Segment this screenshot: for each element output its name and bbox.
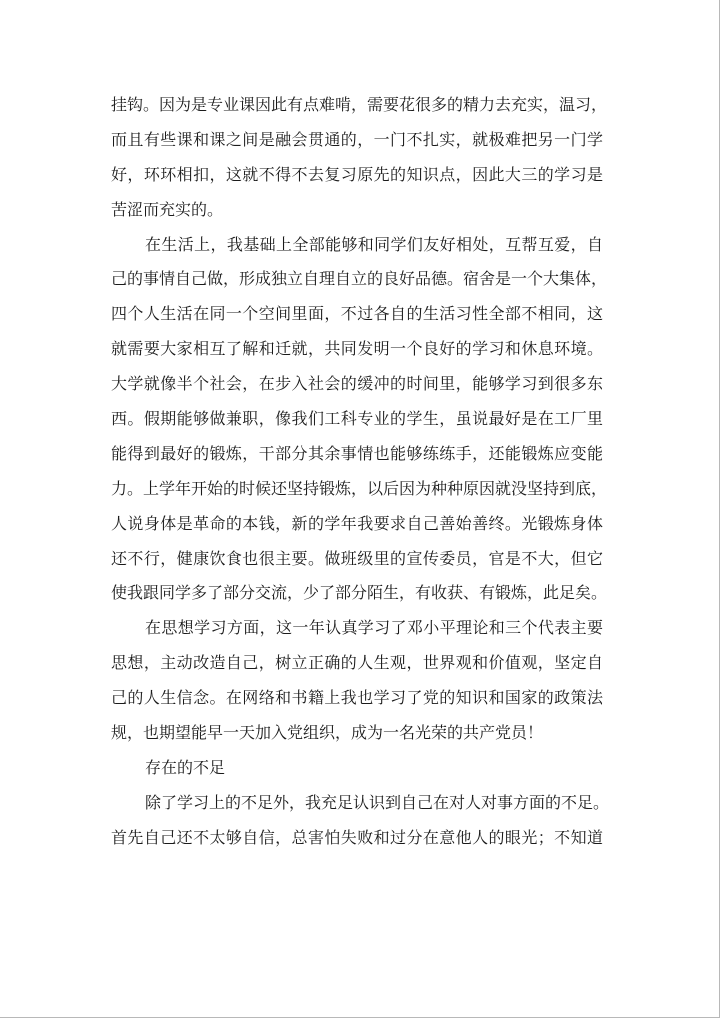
text-line: 还不行，健康饮食也很主要。做班级里的宣传委员，官是不大，但它 xyxy=(111,548,603,568)
paragraph xyxy=(111,611,603,751)
text-line: 在生活上，我基础上全部能够和同学们友好相处，互帮互爱，自 xyxy=(145,234,603,254)
text-line: 四个人生活在同一个空间里面，不过各自的生活习性全部不相同，这 xyxy=(111,304,603,324)
document-body xyxy=(111,88,610,856)
text-line: 大学就像半个社会，在步入社会的缓冲的时间里，能够学习到很多东 xyxy=(111,374,603,394)
text-line: 使我跟同学多了部分交流，少了部分陌生，有收获、有锻炼，此足矣。 xyxy=(111,583,608,603)
text-line: 西。假期能够做兼职，像我们工科专业的学生，虽说最好是在工厂里 xyxy=(111,409,603,429)
text-line: 人说身体是革命的本钱，新的学年我要求自己善始善终。光锻炼身体 xyxy=(111,513,603,533)
paragraph xyxy=(111,88,608,228)
text-line: 而且有些课和课之间是融会贯通的，一门不扎实，就极难把另一门学 xyxy=(111,129,603,149)
text-line: 能得到最好的锻炼，干部分其余事情也能够练练手，还能锻炼应变能 xyxy=(111,443,603,463)
text-line: 首先自己还不太够自信，总害怕失败和过分在意他人的眼光；不知道 xyxy=(111,827,603,847)
text-line: 就需要大家相互了解和迁就，共同发明一个良好的学习和休息环境。 xyxy=(111,339,603,359)
heading-text: 存在的不足 xyxy=(145,757,226,777)
text-line: 挂钩。因为是专业课因此有点难啃，需要花很多的精力去充实，温习， xyxy=(111,95,608,114)
paragraph xyxy=(111,786,610,856)
text-line: 己的事情自己做，形成独立自理自立的良好品德。宿舍是一个大集体， xyxy=(111,269,608,289)
text-line: 规，也期望能早一天加入党组织，成为一名光荣的共产党员！ xyxy=(111,723,544,743)
text-line: 己的人生信念。在网络和书籍上我也学习了党的知识和国家的政策法 xyxy=(111,688,603,708)
text-line: 力。上学年开始的时候还坚持锻炼，以后因为种种原因就没坚持到底， xyxy=(111,478,608,498)
text-line: 除了学习上的不足外，我充足认识到自己在对人对事方面的不足。 xyxy=(145,792,610,812)
text-line: 思想，主动改造自己，树立正确的人生观，世界观和价值观，坚定自 xyxy=(111,653,603,673)
section-heading xyxy=(111,751,603,786)
text-line: 在思想学习方面，这一年认真学习了邓小平理论和三个代表主要 xyxy=(145,618,603,638)
paragraph xyxy=(111,228,608,612)
text-line: 好，环环相扣，这就不得不去复习原先的知识点，因此大三的学习是 xyxy=(111,164,603,184)
text-line: 苦涩而充实的。 xyxy=(111,199,224,219)
